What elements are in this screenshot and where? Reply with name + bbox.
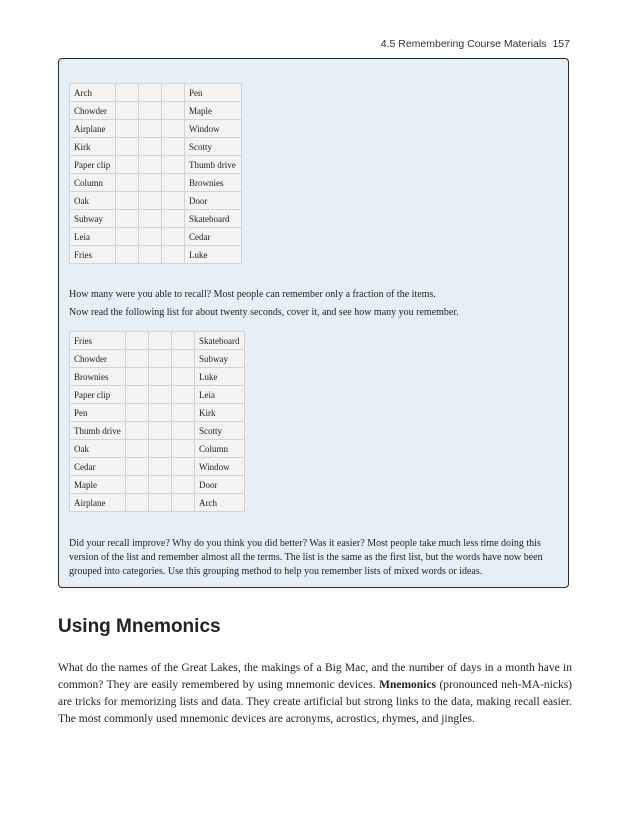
blank-cell bbox=[162, 102, 185, 120]
word-cell: Luke bbox=[185, 246, 242, 264]
blank-cell bbox=[139, 102, 162, 120]
table-row bbox=[70, 368, 245, 386]
blank-cell bbox=[139, 84, 162, 102]
section-heading: Using Mnemonics bbox=[58, 616, 221, 637]
word-cell: Paper clip bbox=[70, 386, 126, 404]
blank-cell bbox=[126, 386, 149, 404]
blank-cell bbox=[172, 440, 195, 458]
blank-cell bbox=[172, 350, 195, 368]
blank-cell bbox=[149, 332, 172, 350]
word-cell: Kirk bbox=[70, 138, 116, 156]
word-cell: Kirk bbox=[195, 404, 245, 422]
blank-cell bbox=[149, 476, 172, 494]
blank-cell bbox=[116, 84, 139, 102]
blank-cell bbox=[116, 246, 139, 264]
table-row bbox=[70, 156, 242, 174]
word-cell: Airplane bbox=[70, 120, 116, 138]
blank-cell bbox=[149, 386, 172, 404]
word-cell: Column bbox=[195, 440, 245, 458]
page-number: 157 bbox=[552, 38, 570, 50]
word-cell: Skateboard bbox=[185, 210, 242, 228]
blank-cell bbox=[172, 404, 195, 422]
table-row bbox=[70, 350, 245, 368]
blank-cell bbox=[139, 246, 162, 264]
blank-cell bbox=[172, 494, 195, 512]
word-cell: Maple bbox=[185, 102, 242, 120]
blank-cell bbox=[149, 494, 172, 512]
word-cell: Maple bbox=[70, 476, 126, 494]
table-row bbox=[70, 174, 242, 192]
table-row bbox=[70, 120, 242, 138]
blank-cell bbox=[149, 350, 172, 368]
blank-cell bbox=[126, 350, 149, 368]
blank-cell bbox=[139, 228, 162, 246]
word-cell: Arch bbox=[195, 494, 245, 512]
blank-cell bbox=[139, 156, 162, 174]
table-row bbox=[70, 386, 245, 404]
word-cell: Fries bbox=[70, 332, 126, 350]
blank-cell bbox=[172, 332, 195, 350]
blank-cell bbox=[139, 138, 162, 156]
word-cell: Scotty bbox=[185, 138, 242, 156]
word-cell: Window bbox=[185, 120, 242, 138]
word-cell: Pen bbox=[70, 404, 126, 422]
blank-cell bbox=[126, 332, 149, 350]
term-mnemonics: Mnemonics bbox=[379, 679, 436, 691]
table-row bbox=[70, 422, 245, 440]
word-cell: Leia bbox=[195, 386, 245, 404]
table-row bbox=[70, 476, 245, 494]
body-text-2: (pronounced neh-MA-nicks) are tricks for memorizing lists and data. They create artificial but strong links to the data, making recall easier. The most commonly used mnemonic devices are acronyms, acrostics, rhymes, and jingles. bbox=[58, 679, 573, 725]
running-header-title: 4.5 Remembering Course Materials bbox=[380, 38, 547, 50]
blank-cell bbox=[139, 192, 162, 210]
blank-cell bbox=[126, 494, 149, 512]
word-cell: Arch bbox=[70, 84, 116, 102]
blank-cell bbox=[116, 192, 139, 210]
blank-cell bbox=[116, 102, 139, 120]
word-cell: Skateboard bbox=[195, 332, 245, 350]
blank-cell bbox=[172, 386, 195, 404]
instruction-text: Now read the following list for about twenty seconds, cover it, and see how many you remember. bbox=[69, 307, 459, 318]
blank-cell bbox=[116, 210, 139, 228]
table-row bbox=[70, 84, 242, 102]
word-cell: Oak bbox=[70, 440, 126, 458]
word-cell: Brownies bbox=[70, 368, 126, 386]
blank-cell bbox=[126, 404, 149, 422]
word-cell: Fries bbox=[70, 246, 116, 264]
blank-cell bbox=[162, 156, 185, 174]
word-cell: Cedar bbox=[70, 458, 126, 476]
table-row bbox=[70, 192, 242, 210]
blank-cell bbox=[162, 228, 185, 246]
blank-cell bbox=[126, 458, 149, 476]
blank-cell bbox=[172, 422, 195, 440]
improvement-paragraph: Did your recall improve? Why do you think you did better? Was it easier? Most people take much less time doing this version of the list and remember almost all the terms. The list is the same as the first list, but the words have now been grouped into categories. Use this grouping method to help you remember lists of mixed words or ideas. bbox=[69, 538, 543, 577]
blank-cell bbox=[172, 368, 195, 386]
word-cell: Door bbox=[195, 476, 245, 494]
blank-cell bbox=[172, 476, 195, 494]
word-cell: Window bbox=[195, 458, 245, 476]
table-row bbox=[70, 494, 245, 512]
word-cell: Brownies bbox=[185, 174, 242, 192]
word-cell: Door bbox=[185, 192, 242, 210]
word-cell: Chowder bbox=[70, 350, 126, 368]
blank-cell bbox=[172, 458, 195, 476]
blank-cell bbox=[139, 120, 162, 138]
word-cell: Pen bbox=[185, 84, 242, 102]
table-row bbox=[70, 332, 245, 350]
word-cell: Subway bbox=[195, 350, 245, 368]
blank-cell bbox=[162, 174, 185, 192]
word-cell: Thumb drive bbox=[185, 156, 242, 174]
table-row bbox=[70, 138, 242, 156]
word-cell: Scotty bbox=[195, 422, 245, 440]
word-cell: Subway bbox=[70, 210, 116, 228]
table-row bbox=[70, 210, 242, 228]
word-cell: Airplane bbox=[70, 494, 126, 512]
blank-cell bbox=[162, 192, 185, 210]
word-cell: Column bbox=[70, 174, 116, 192]
word-cell: Cedar bbox=[185, 228, 242, 246]
running-header bbox=[381, 38, 570, 50]
table-row bbox=[70, 404, 245, 422]
blank-cell bbox=[149, 404, 172, 422]
blank-cell bbox=[139, 174, 162, 192]
blank-cell bbox=[116, 156, 139, 174]
blank-cell bbox=[149, 440, 172, 458]
table-row bbox=[70, 228, 242, 246]
recall-question: How many were you able to recall? Most people can remember only a fraction of the items. bbox=[69, 289, 436, 300]
body-paragraph bbox=[58, 660, 572, 728]
word-list-table-1 bbox=[69, 83, 242, 264]
word-cell: Paper clip bbox=[70, 156, 116, 174]
blank-cell bbox=[162, 120, 185, 138]
blank-cell bbox=[149, 458, 172, 476]
table-row bbox=[70, 458, 245, 476]
blank-cell bbox=[126, 476, 149, 494]
blank-cell bbox=[116, 120, 139, 138]
feature-box bbox=[58, 58, 569, 588]
blank-cell bbox=[162, 84, 185, 102]
blank-cell bbox=[162, 246, 185, 264]
word-list-table-2 bbox=[69, 331, 245, 512]
word-cell: Luke bbox=[195, 368, 245, 386]
blank-cell bbox=[126, 368, 149, 386]
blank-cell bbox=[162, 138, 185, 156]
blank-cell bbox=[149, 368, 172, 386]
blank-cell bbox=[116, 138, 139, 156]
blank-cell bbox=[116, 174, 139, 192]
blank-cell bbox=[139, 210, 162, 228]
table-row bbox=[70, 102, 242, 120]
body-text-1: What do the names of the Great Lakes, the makings of a Big Mac, and the number of days in a month have in common? They are easily remembered by using mnemonic devices. bbox=[58, 662, 572, 691]
blank-cell bbox=[116, 228, 139, 246]
blank-cell bbox=[149, 422, 172, 440]
word-cell: Chowder bbox=[70, 102, 116, 120]
table-row bbox=[70, 246, 242, 264]
word-cell: Leia bbox=[70, 228, 116, 246]
blank-cell bbox=[162, 210, 185, 228]
word-cell: Thumb drive bbox=[70, 422, 126, 440]
blank-cell bbox=[126, 440, 149, 458]
word-cell: Oak bbox=[70, 192, 116, 210]
table-row bbox=[70, 440, 245, 458]
blank-cell bbox=[126, 422, 149, 440]
